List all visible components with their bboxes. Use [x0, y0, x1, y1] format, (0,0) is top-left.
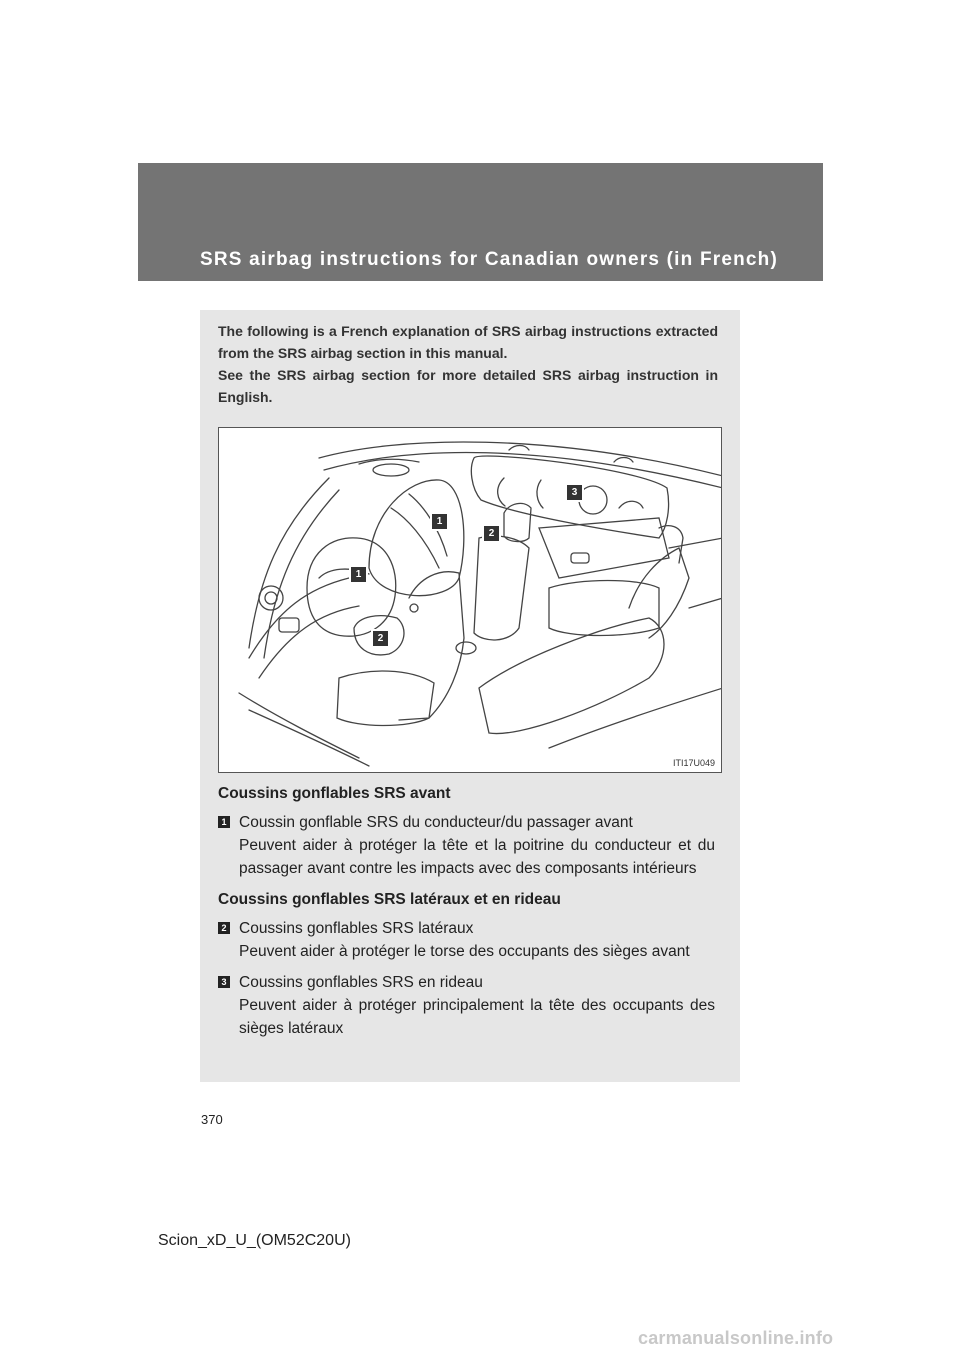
number-badge: 2 [218, 922, 230, 934]
figure-code: ITI17U049 [672, 758, 715, 768]
callout-2-lower: 2 [373, 631, 388, 646]
section-title-side-curtain: Coussins gonflables SRS latéraux et en rideau [218, 891, 561, 908]
item-description: Peuvent aider à protéger la tête et la poitrine du conducteur et du passager avant contre les impacts avec des composants intérieurs [239, 837, 715, 877]
watermark-link[interactable]: carmanualsonline.info [638, 1328, 834, 1348]
number-badge: 3 [218, 976, 230, 988]
item-description: Peuvent aider à protéger principalement la tête des occupants des sièges latéraux [239, 997, 715, 1037]
list-item [218, 811, 715, 880]
intro-block [218, 320, 718, 408]
item-name: Coussins gonflables SRS en rideau [239, 974, 483, 991]
intro-paragraph-1: The following is a French explanation of SRS airbag instructions extracted from the SRS airbag section in this manual. [218, 323, 718, 361]
section-title-front: Coussins gonflables SRS avant [218, 785, 451, 802]
car-interior-drawing [219, 428, 722, 773]
airbag-illustration [218, 427, 722, 773]
callout-1-lower: 1 [351, 567, 366, 582]
page-number: 370 [201, 1112, 223, 1127]
callout-2-upper: 2 [484, 526, 499, 541]
callout-3: 3 [567, 485, 582, 500]
item-name: Coussins gonflables SRS latéraux [239, 920, 474, 937]
document-id: Scion_xD_U_(OM52C20U) [158, 1232, 351, 1249]
intro-paragraph-2: See the SRS airbag section for more detailed SRS airbag instruction in English. [218, 367, 718, 405]
number-badge: 1 [218, 816, 230, 828]
callout-1-upper: 1 [432, 514, 447, 529]
item-description: Peuvent aider à protéger le torse des occupants des sièges avant [239, 943, 690, 960]
item-name: Coussin gonflable SRS du conducteur/du passager avant [239, 814, 633, 831]
page-title: SRS airbag instructions for Canadian owners (in French) [200, 249, 779, 270]
list-item [218, 971, 715, 1040]
airbag-descriptions [218, 782, 715, 1048]
list-item [218, 917, 715, 963]
